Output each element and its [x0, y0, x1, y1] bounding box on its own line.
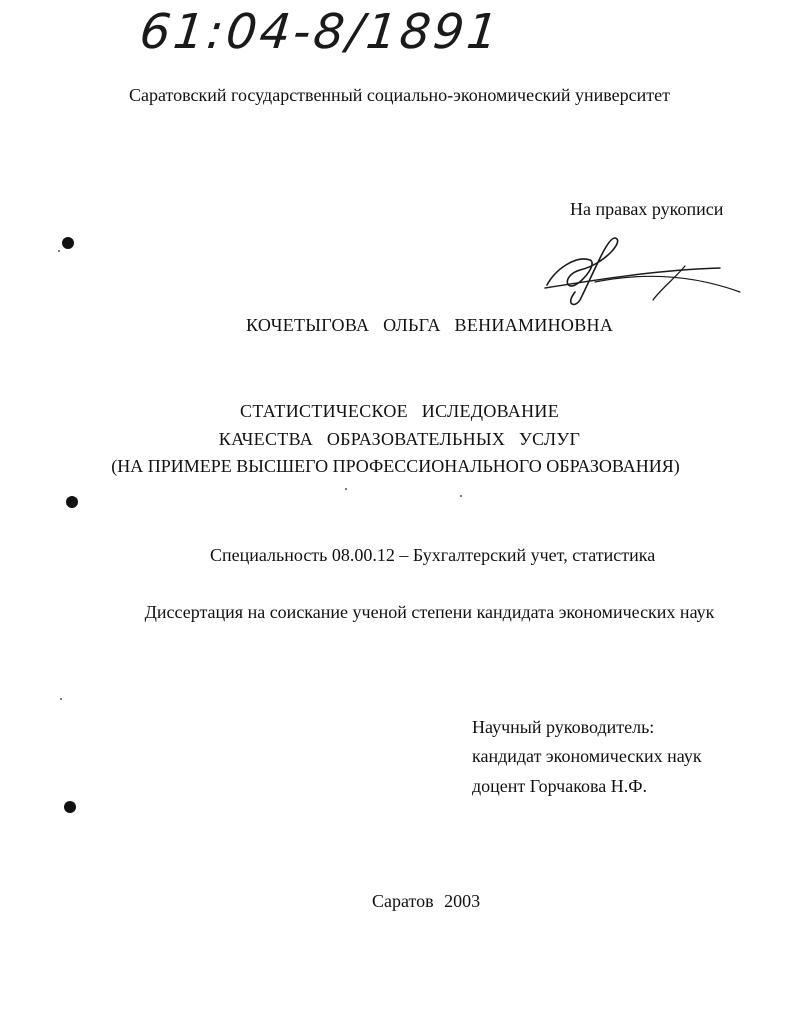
author-name: КОЧЕТЫГОВА ОЛЬГА ВЕНИАМИНОВНА: [246, 315, 614, 335]
binder-hole: [64, 801, 76, 813]
place-year: Саратов 2003: [372, 891, 481, 911]
scan-speck: [460, 495, 462, 497]
title-line-2: КАЧЕСТВА ОБРАЗОВАТЕЛЬНЫХ УСЛУГ: [218, 429, 581, 449]
university-name: Саратовский государственный социально-экономический университет: [129, 85, 670, 105]
archive-code: 61:04-8/1891: [137, 4, 504, 60]
supervisor-heading: Научный руководитель:: [472, 717, 655, 737]
binder-hole: [66, 496, 78, 508]
title-line-1: СТАТИСТИЧЕСКОЕ ИСЛЕДОВАНИЕ: [240, 401, 559, 421]
title-line-3: (НА ПРИМЕРЕ ВЫСШЕГО ПРОФЕССИОНАЛЬНОГО ОБРАЗОВАНИЯ): [111, 456, 680, 476]
binder-hole: [62, 237, 74, 249]
signature: [535, 230, 745, 310]
scan-speck: [60, 698, 62, 700]
specialty: Специальность 08.00.12 – Бухгалтерский учет, статистика: [210, 545, 656, 565]
scan-speck: [58, 250, 60, 252]
scan-speck: [345, 488, 347, 490]
supervisor-degree: кандидат экономических наук: [472, 746, 702, 766]
degree-statement: Диссертация на соискание ученой степени кандидата экономических наук: [144, 602, 715, 622]
supervisor-name: доцент Горчакова Н.Ф.: [472, 776, 647, 796]
rights-note: На правах рукописи: [570, 199, 724, 219]
